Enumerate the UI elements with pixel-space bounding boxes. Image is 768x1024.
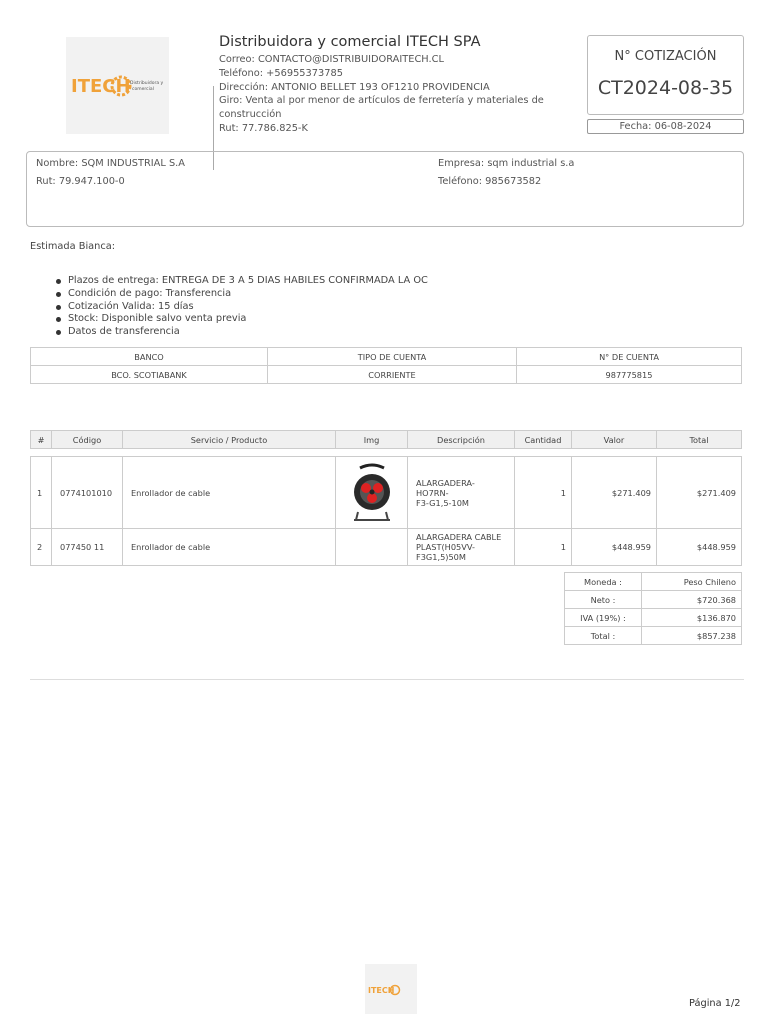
quote-date: Fecha: 06-08-2024 [587,119,744,134]
item-total: $448.959 [657,529,742,566]
item-qty: 1 [515,457,572,529]
term-item: Plazos de entrega: ENTREGA DE 3 A 5 DIAS HABILES CONFIRMADA LA OC [56,275,428,288]
bank-cell: 987775815 [517,366,742,384]
terms-list [56,275,428,339]
company-name: Distribuidora y comercial ITECH SPA [219,34,481,50]
cable-reel-icon [350,462,394,522]
totals-row [565,627,742,645]
column-header: Img [336,431,408,449]
client-name: Nombre: SQM INDUSTRIAL S.A [36,158,185,169]
logo-tagline-1: Distribuidora y [130,81,164,86]
totals-row [565,591,742,609]
greeting: Estimada Bianca: [30,241,116,252]
item-description-line: PLAST(H05VV- [416,542,475,552]
item-description-line: ALARGADERA-HO7RN- [416,477,475,498]
totals-table [564,572,742,645]
tax-value: $136.870 [642,609,742,627]
client-phone: Teléfono: 985673582 [438,176,542,187]
client-company: Empresa: sqm industrial s.a [438,158,575,169]
total-value: $857.238 [642,627,742,645]
column-header: Valor [572,431,657,449]
quote-number: CT2024-08-35 [597,77,734,99]
bank-cell: CORRIENTE [268,366,517,384]
bank-table [30,347,742,384]
company-logo [66,37,169,134]
column-header: Servicio / Producto [123,431,336,449]
items-table [30,456,742,566]
column-header: Cantidad [515,431,572,449]
bank-header-cell: N° DE CUENTA [517,348,742,366]
items-header-row [31,431,742,449]
company-email: Correo: CONTACTO@DISTRIBUIDORAITECH.CL [219,54,444,65]
term-item: Stock: Disponible salvo venta previa [56,313,428,326]
logo-text: ITECH [71,76,131,97]
quote-number-box [587,35,744,115]
item-code: 077450 11 [52,529,123,566]
term-item: Condición de pago: Transferencia [56,288,428,301]
bank-cell: BCO. SCOTIABANK [31,366,268,384]
totals-row [565,573,742,591]
section-divider [30,679,744,680]
footer-logo [365,964,417,1014]
page-number: Página 1/2 [689,998,741,1009]
company-business-line-1: Giro: Venta al por menor de artículos de ferretería y materiales de [219,95,544,107]
company-business-line-2: construcción [219,109,282,121]
table-row [31,529,742,566]
company-phone: Teléfono: +56955373785 [219,67,343,79]
item-price: $448.959 [572,529,657,566]
itech-logo-small-icon [367,983,415,997]
client-rut: Rut: 79.947.100-0 [36,176,125,187]
currency-value: Peso Chileno [642,573,742,591]
term-item: Cotización Valida: 15 días [56,301,428,314]
net-label: Neto : [565,591,642,609]
column-header: Total [657,431,742,449]
currency-label: Moneda : [565,573,642,591]
item-code: 0774101010 [52,457,123,529]
item-num: 2 [31,529,52,566]
tax-label: IVA (19%) : [565,609,642,627]
item-num: 1 [31,457,52,529]
bank-header-cell: BANCO [31,348,268,366]
column-header: Código [52,431,123,449]
item-description-line: ALARGADERA CABLE [416,532,502,542]
column-header: # [31,431,52,449]
item-price: $271.409 [572,457,657,529]
column-header: Descripción [408,431,515,449]
quote-label: N° COTIZACIÓN [614,49,717,64]
items-header-table [30,430,742,449]
logo-tagline-2: comercial [132,87,154,92]
term-item: Datos de transferencia [56,326,428,339]
totals-row [565,609,742,627]
total-label: Total : [565,627,642,645]
bank-header-cell: TIPO DE CUENTA [268,348,517,366]
footer-logo-text: ITECH [368,986,395,995]
item-product: Enrollador de cable [123,529,336,566]
bank-row [31,366,742,384]
item-image [336,529,408,566]
company-rut: Rut: 77.786.825-K [219,122,308,134]
itech-logo-icon [69,73,169,99]
company-address: Dirección: ANTONIO BELLET 193 OF1210 PROVIDENCIA [219,81,490,93]
net-value: $720.368 [642,591,742,609]
bank-header-row [31,348,742,366]
client-box [26,151,744,227]
item-image [336,457,408,529]
item-qty: 1 [515,529,572,566]
item-description [408,529,515,566]
item-total: $271.409 [657,457,742,529]
item-description [408,457,515,529]
item-description-line: F3-G1,5-10M [416,497,469,508]
company-info [219,34,559,136]
table-row [31,457,742,529]
item-description-line: F3G1,5)50M [416,552,466,562]
item-product: Enrollador de cable [123,457,336,529]
